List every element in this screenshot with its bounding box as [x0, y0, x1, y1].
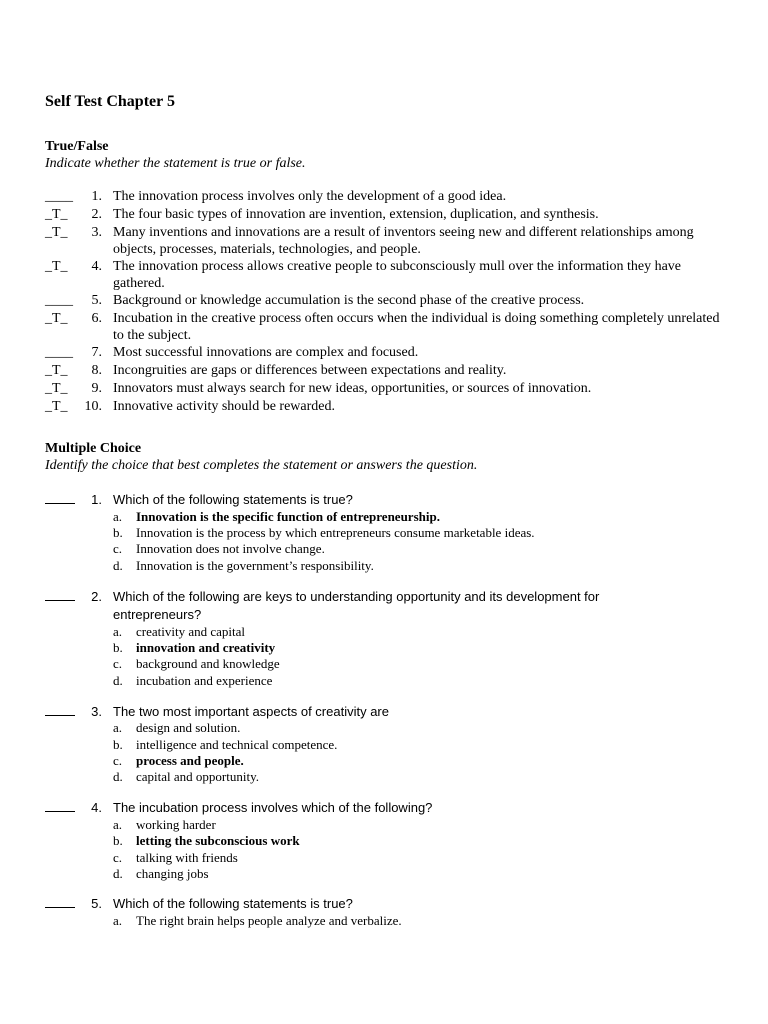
tf-answer: ____ [45, 189, 73, 204]
tf-statement: The innovation process involves only the development of a good idea. [113, 189, 507, 204]
option-letter: d. [113, 673, 123, 688]
option-letter: b. [113, 737, 123, 752]
true-false-instruction: Indicate whether the statement is true or false. [45, 156, 306, 171]
tf-number: 9. [91, 381, 102, 396]
multiple-choice-instruction: Identify the choice that best completes the statement or answers the question. [45, 458, 478, 473]
option-letter: c. [113, 850, 123, 865]
page-title: Self Test Chapter 5 [45, 93, 175, 110]
option-letter: d. [113, 769, 123, 784]
option-letter: a. [113, 817, 123, 832]
tf-statement: Background or knowledge accumulation is the second phase of the creative process. [113, 293, 585, 308]
tf-answer: ____ [45, 345, 73, 360]
question-number: 3. [91, 704, 102, 719]
option-text: capital and opportunity. [136, 769, 259, 784]
true-false-heading: True/False [45, 139, 109, 154]
option-letter: d. [113, 866, 123, 881]
multiple-choice-heading: Multiple Choice [45, 441, 142, 456]
option-text: Innovation is the process by which entrepreneurs consume marketable ideas. [136, 525, 535, 540]
option-text: working harder [136, 817, 216, 832]
tf-number: 10. [84, 399, 102, 414]
option-letter: c. [113, 753, 123, 768]
option-text: Innovation is the government’s responsibility. [136, 558, 374, 573]
question-stem: Which of the following are keys to understanding opportunity and its development for [113, 589, 600, 604]
tf-answer: _T_ [45, 363, 68, 378]
tf-number: 8. [91, 363, 102, 378]
tf-answer: _T_ [45, 207, 68, 222]
question-stem: Which of the following statements is true? [113, 896, 353, 911]
option-text: creativity and capital [136, 624, 246, 639]
tf-statement: The four basic types of innovation are invention, extension, duplication, and synthesis. [113, 207, 599, 222]
option-letter: b. [113, 640, 123, 655]
tf-answer: _T_ [45, 381, 68, 396]
answer-blank-line [45, 600, 75, 601]
option-letter: a. [113, 720, 123, 735]
tf-number: 1. [91, 189, 102, 204]
option-text: intelligence and technical competence. [136, 737, 338, 752]
tf-statement: Most successful innovations are complex and focused. [113, 345, 419, 360]
option-letter: d. [113, 558, 123, 573]
option-letter: a. [113, 913, 123, 928]
option-text: talking with friends [136, 850, 238, 865]
tf-statement: Many inventions and innovations are a result of inventors seeing new and different relationships among [113, 225, 694, 240]
option-text: design and solution. [136, 720, 241, 735]
answer-blank-line [45, 907, 75, 908]
tf-answer: _T_ [45, 311, 68, 326]
question-stem: The incubation process involves which of the following? [113, 800, 433, 815]
question-number: 4. [91, 800, 102, 815]
option-text: incubation and experience [136, 673, 273, 688]
tf-statement: Innovators must always search for new ideas, opportunities, or sources of innovation. [113, 381, 592, 396]
tf-number: 2. [91, 207, 102, 222]
option-text: changing jobs [136, 866, 209, 881]
option-letter: a. [113, 624, 123, 639]
option-text: Innovation does not involve change. [136, 541, 325, 556]
option-text: background and knowledge [136, 656, 280, 671]
tf-number: 7. [91, 345, 102, 360]
question-number: 5. [91, 896, 102, 911]
tf-statement-continued: gathered. [113, 276, 165, 291]
option-letter: c. [113, 656, 123, 671]
option-letter: c. [113, 541, 123, 556]
tf-answer: _T_ [45, 259, 68, 274]
tf-statement-continued: to the subject. [113, 328, 192, 343]
option-text: The right brain helps people analyze and verbalize. [136, 913, 402, 928]
option-letter: b. [113, 525, 123, 540]
option-letter: b. [113, 833, 123, 848]
answer-blank-line [45, 503, 75, 504]
tf-answer: _T_ [45, 399, 68, 414]
tf-number: 3. [91, 225, 102, 240]
tf-answer: ____ [45, 293, 73, 308]
answer-blank-line [45, 715, 75, 716]
tf-statement-continued: objects, processes, materials, technologies, and people. [113, 242, 421, 257]
question-number: 2. [91, 589, 102, 604]
option-text-correct: process and people. [136, 753, 244, 768]
tf-statement: The innovation process allows creative people to subconsciously mull over the information they have [113, 259, 682, 274]
tf-number: 6. [91, 311, 102, 326]
question-stem: The two most important aspects of creativity are [113, 704, 389, 719]
question-stem: Which of the following statements is true? [113, 492, 353, 507]
question-stem-continued: entrepreneurs? [113, 607, 202, 622]
option-text-correct: letting the subconscious work [136, 833, 300, 848]
tf-statement: Innovative activity should be rewarded. [113, 399, 335, 414]
tf-statement: Incubation in the creative process often occurs when the individual is doing something completely unrelated [113, 311, 720, 326]
option-letter: a. [113, 509, 123, 524]
option-text-correct: innovation and creativity [136, 640, 276, 655]
answer-blank-line [45, 811, 75, 812]
option-text-correct: Innovation is the specific function of entrepreneurship. [136, 509, 440, 524]
tf-answer: _T_ [45, 225, 68, 240]
tf-statement: Incongruities are gaps or differences between expectations and reality. [113, 363, 507, 378]
tf-number: 4. [91, 259, 102, 274]
tf-number: 5. [91, 293, 102, 308]
question-number: 1. [91, 492, 102, 507]
